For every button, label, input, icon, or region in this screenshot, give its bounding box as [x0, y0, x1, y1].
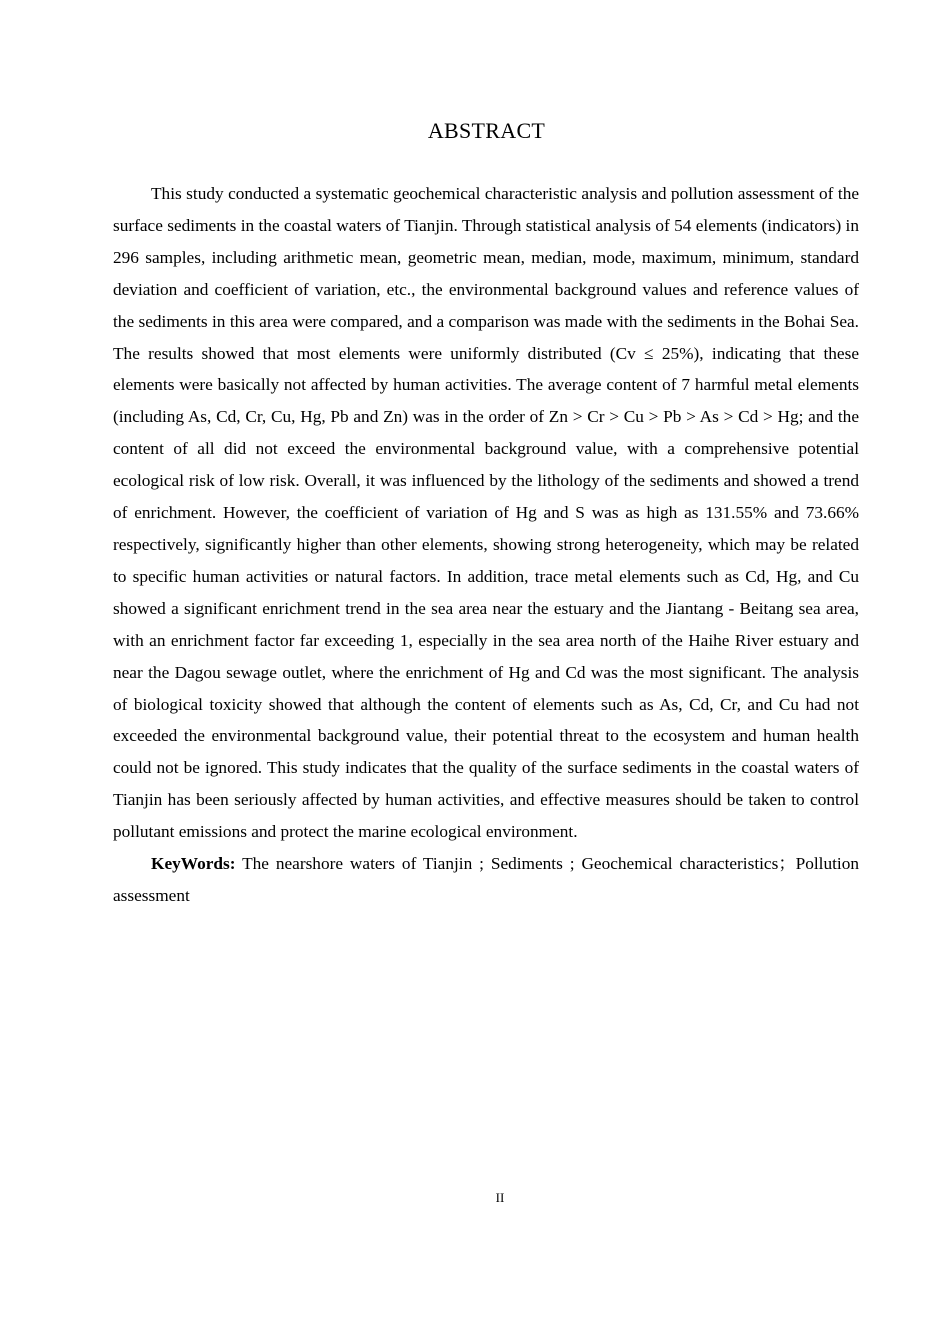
abstract-body	[113, 178, 859, 912]
keywords-text: The nearshore waters of Tianjin ; Sediments ; Geochemical characteristics；Pollution assessment	[113, 854, 859, 905]
keywords-label: KeyWords:	[151, 854, 236, 874]
keywords-paragraph	[113, 848, 859, 912]
page-number: II	[495, 1190, 505, 1205]
abstract-title: ABSTRACT	[427, 118, 546, 143]
abstract-paragraph: This study conducted a systematic geochemical characteristic analysis and pollution assessment of the surface sediments in the coastal waters of Tianjin. Through statistical analysis of 54 elements (indicators) in 296 samples, including arithmetic mean, geometric mean, median, mode, maximum, minimum, standard deviation and coefficient of variation, etc., the environmental background values and reference values of the sediments in this area were compared, and a comparison was made with the sediments in the Bohai Sea. The results showed that most elements were uniformly distributed (Cv ≤ 25%), indicating that these elements were basically not affected by human activities. The average content of 7 harmful metal elements (including As, Cd, Cr, Cu, Hg, Pb and Zn) was in the order of Zn > Cr > Cu > Pb > As > Cd > Hg; and the content of all did not exceed the environmental background value, with a comprehensive potential ecological risk of low risk. Overall, it was influenced by the lithology of the sediments and showed a trend of enrichment. However, the coefficient of variation of Hg and S was as high as 131.55% and 73.66% respectively, significantly higher than other elements, showing strong heterogeneity, which may be related to specific human activities or natural factors. In addition, trace metal elements such as Cd, Hg, and Cu showed a significant enrichment trend in the sea area near the estuary and the Jiantang - Beitang sea area, with an enrichment factor far exceeding 1, especially in the sea area north of the Haihe River estuary and near the Dagou sewage outlet, where the enrichment of Hg and Cd was the most significant. The analysis of biological toxicity showed that although the content of elements such as As, Cd, Cr, and Cu had not exceeded the environmental background value, their potential threat to the ecosystem and human health could not be ignored. This study indicates that the quality of the surface sediments in the coastal waters of Tianjin has been seriously affected by human activities, and effective measures should be taken to control pollutant emissions and protect the marine ecological environment.	[113, 184, 859, 842]
